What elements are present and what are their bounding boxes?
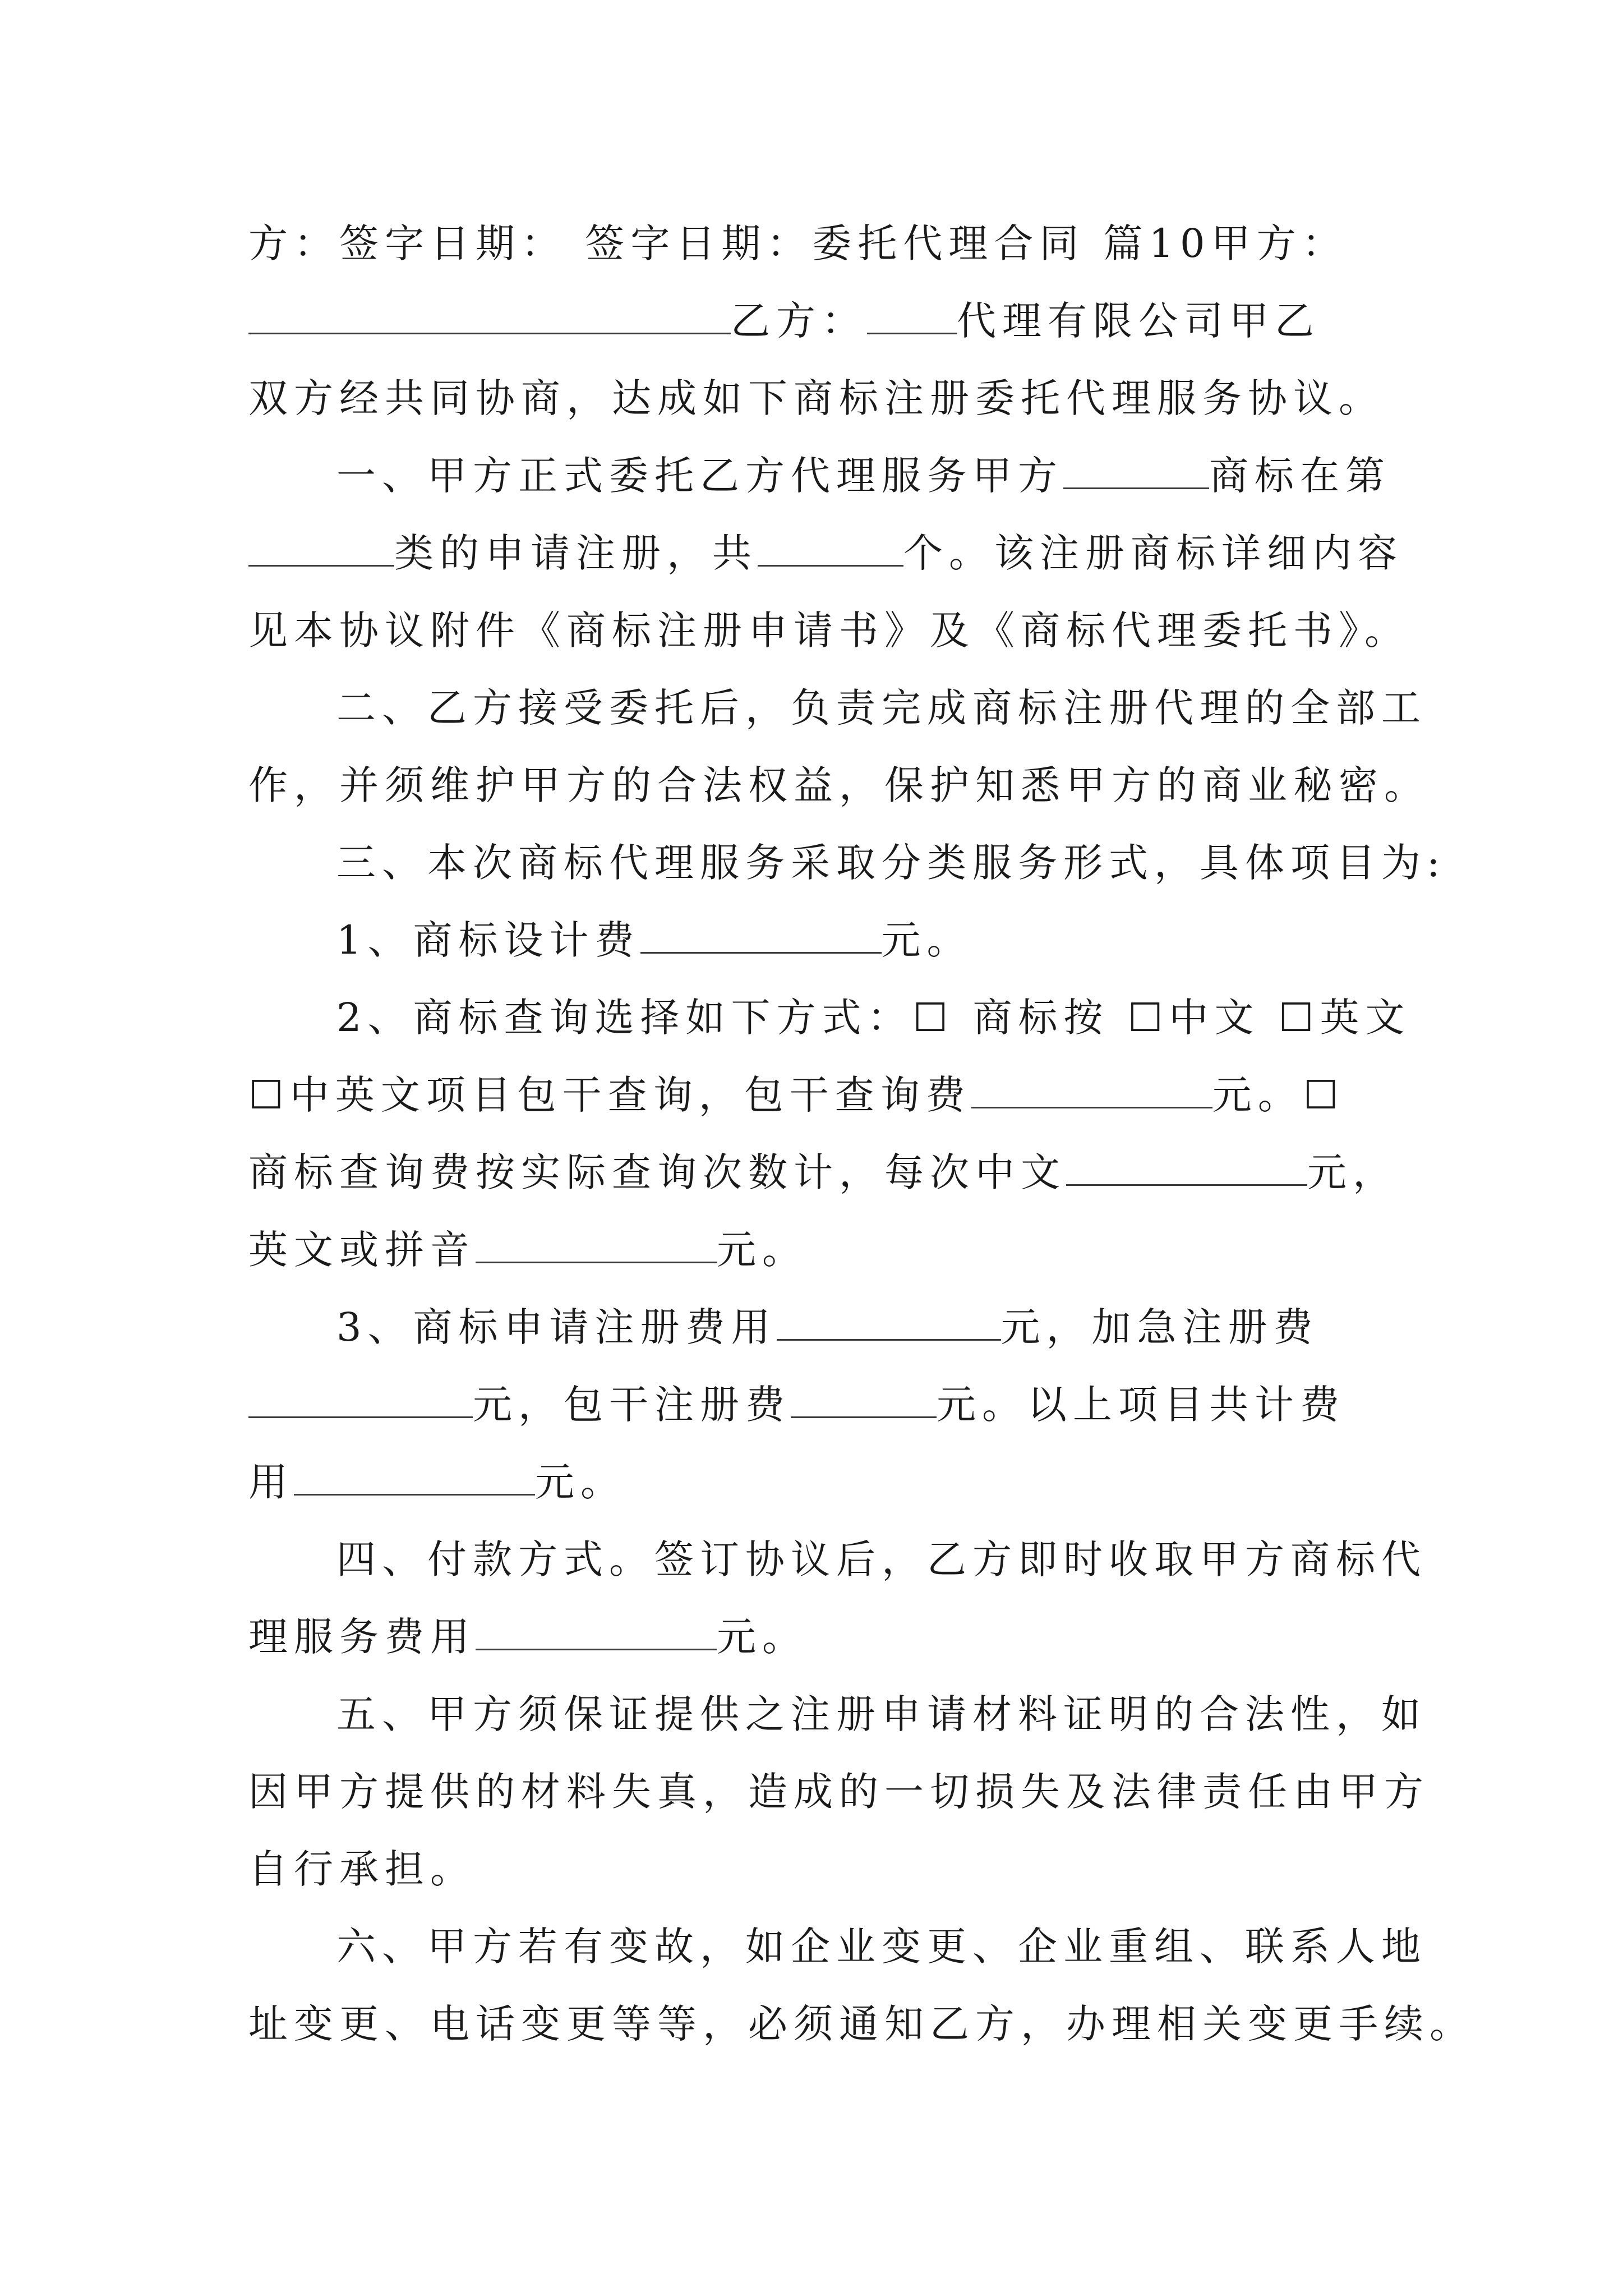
text-line-3: 双方经共同协商，达成如下商标注册委托代理服务协议。	[248, 375, 1384, 421]
blank-design-fee	[640, 919, 882, 954]
blank-registration-fee	[777, 1306, 1001, 1341]
item-2-line-3: 商标查询费按实际查询次数计，每次中文 元，	[248, 1149, 1398, 1195]
item-1-line: 1、商标设计费 元。	[336, 917, 972, 963]
clause-5-line-3: 自行承担。	[248, 1846, 476, 1892]
item-3-line-2: 元，包干注册费 元。以上项目共计费	[248, 1377, 1376, 1433]
blank-service-fee	[476, 1616, 717, 1650]
blank-chinese-query-fee	[1066, 1152, 1307, 1186]
clause-4-line-1: 四、付款方式。签订协议后，乙方即时收取甲方商标代	[336, 1536, 1427, 1582]
clause-5-line-2: 因甲方提供的材料失真，造成的一切损失及法律责任由甲方	[248, 1769, 1430, 1815]
clause-2-line-1: 二、乙方接受委托后，负责完成商标注册代理的全部工	[336, 685, 1427, 731]
blank-express-fee	[248, 1384, 473, 1418]
clause-1-line-1: 一、甲方正式委托乙方代理服务甲方 商标在第	[336, 453, 1391, 499]
blank-agency-name	[867, 300, 957, 334]
blank-package-registration-fee	[791, 1384, 937, 1418]
blank-class	[248, 532, 394, 567]
item-3-line-3: 用 元。	[248, 1459, 626, 1505]
clause-6-line-2: 址变更、电话变更等等，必须通知乙方，办理相关变更手续。	[248, 2001, 1475, 2047]
clause-6-line-1: 六、甲方若有变故，如企业变更、企业重组、联系人地	[336, 1924, 1427, 1970]
clause-4-line-2: 理服务费用 元。	[248, 1614, 808, 1660]
clause-1-line-3: 见本协议附件《商标注册申请书》及《商标代理委托书》。	[248, 608, 1410, 654]
text-line-2: 乙方： 代理有限公司甲乙	[248, 293, 1376, 349]
item-2-line-1: 2、商标查询选择如下方式：☐ 商标按 ☐中文 ☐英文	[336, 995, 1411, 1041]
blank-party-a	[248, 300, 731, 334]
text-line-1: 方：签字日期： 签字日期：委托代理合同 篇10甲方：	[248, 220, 1348, 266]
blank-count	[758, 532, 903, 567]
item-2-line-2: ☐中英文项目包干查询，包干查询费 元。☐	[248, 1072, 1345, 1118]
blank-package-query-fee	[971, 1074, 1212, 1108]
blank-trademark	[1063, 455, 1209, 489]
clause-2-line-2: 作，并须维护甲方的合法权益，保护知悉甲方的商业秘密。	[248, 762, 1430, 808]
clause-3-line-1: 三、本次商标代理服务采取分类服务形式，具体项目为:	[336, 840, 1446, 886]
item-3-line-1: 3、商标申请注册费用 元，加急注册费	[336, 1304, 1319, 1350]
blank-total-fee	[294, 1461, 535, 1496]
item-2-line-4: 英文或拼音 元。	[248, 1227, 808, 1273]
clause-5-line-1: 五、甲方须保证提供之注册申请材料证明的合法性，如	[336, 1691, 1427, 1737]
blank-english-query-fee	[476, 1229, 717, 1263]
clause-1-line-2: 类的申请注册，共 个。该注册商标详细内容	[248, 525, 1376, 581]
